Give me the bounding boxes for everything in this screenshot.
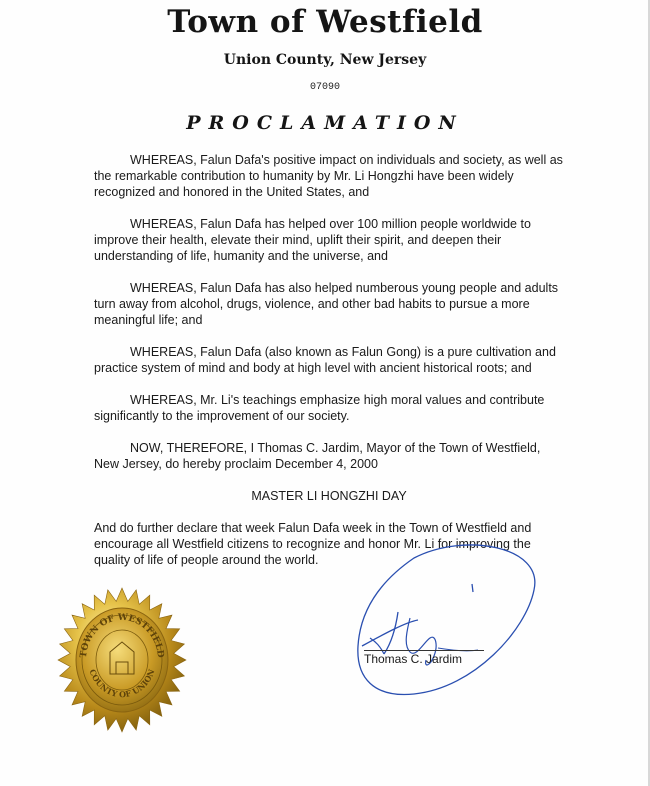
seal-top-text: TOWN OF WESTFIELD [78,612,166,659]
signature-line [364,650,484,651]
whereas-paragraph-3: WHEREAS, Falun Dafa has also helped numberous young people and adults turn away from alcohol, drugs, violence, and other bad habits to pursue a more meaningful life; and [94,281,559,327]
town-title: Town of Westfield [167,4,483,40]
day-title: MASTER LI HONGZHI DAY [251,489,407,503]
whereas-paragraph-5: WHEREAS, Mr. Li's teachings emphasize high moral values and contribute significantly to the improvement of our society. [94,393,545,423]
handwritten-signature [354,538,544,698]
whereas-paragraph-4: WHEREAS, Falun Dafa (also known as Falun Gong) is a pure cultivation and practice system of mind and body at high level with ancient historical roots; and [94,345,556,375]
whereas-paragraph-2: WHEREAS, Falun Dafa has helped over 100 million people worldwide to improve their health, elevate their mind, uplift their spirit, and deepen their understanding of life, humanity and the universe, and [94,217,531,263]
zip-code: 07090 [309,82,340,93]
therefore-paragraph: NOW, THEREFORE, I Thomas C. Jardim, Mayor of the Town of Westfield, New Jersey, do hereby proclaim December 4, 2000 [94,441,541,471]
proclamation-heading: PROCLAMATION [186,112,464,134]
whereas-paragraph-1: WHEREAS, Falun Dafa's positive impact on individuals and society, as well as the remarkable contribution to humanity by Mr. Li Hongzhi have been widely recognized and honored in the United States, and [94,153,563,199]
seal-bottom-text: COUNTY OF UNION [87,667,157,700]
proclamation-body [94,152,564,584]
gold-seal-icon [56,586,188,734]
signer-name: Thomas C. Jardim [364,652,463,666]
closing-paragraph: And do further declare that week Falun Dafa week in the Town of Westfield and encourage all Westfield citizens to recognize and honor Mr. Li for improving the quality of life of people around the world. [94,521,532,567]
county-subtitle: Union County, New Jersey [223,52,427,68]
